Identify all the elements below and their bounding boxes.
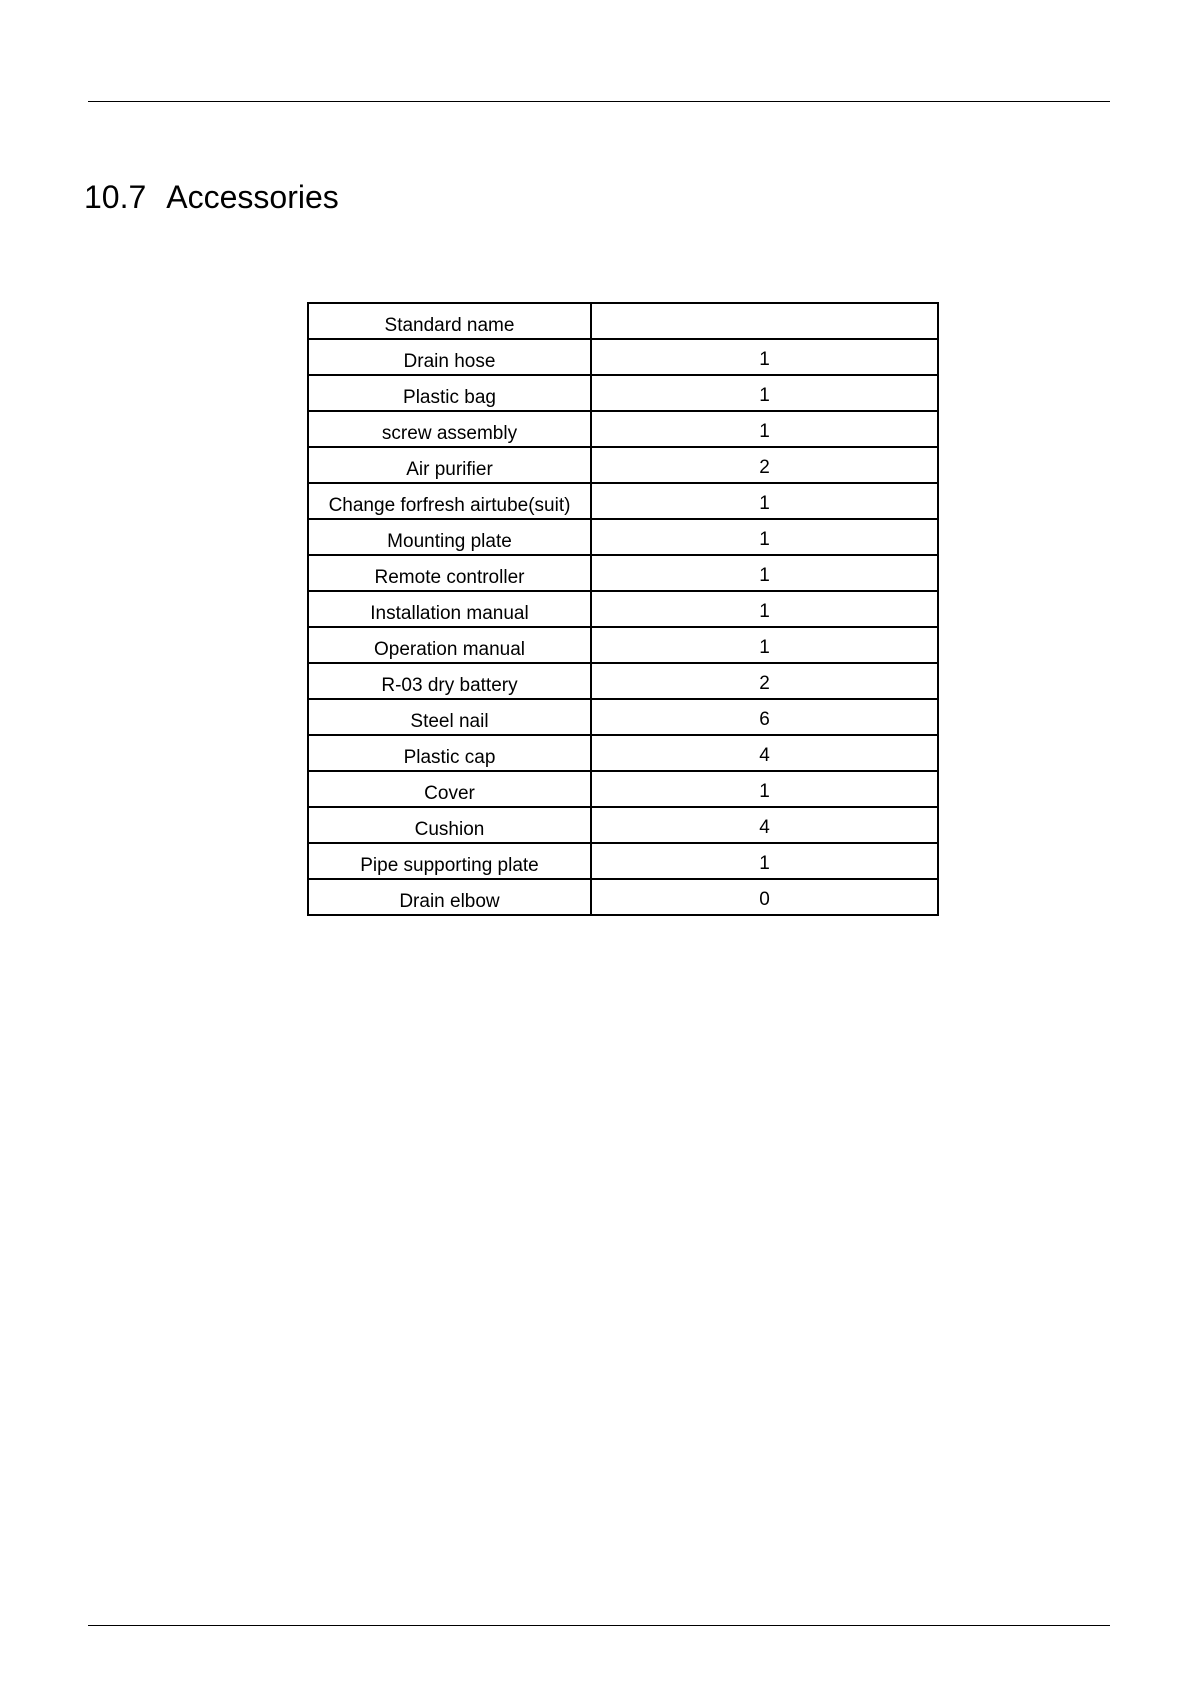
accessory-qty: 1 [591, 339, 938, 375]
table-row [308, 339, 938, 375]
table-row [308, 447, 938, 483]
accessory-qty: 1 [591, 843, 938, 879]
table-row [308, 627, 938, 663]
accessory-qty: 6 [591, 699, 938, 735]
accessory-qty: 2 [591, 447, 938, 483]
accessory-name: Remote controller [308, 555, 591, 591]
accessory-qty: 0 [591, 879, 938, 915]
accessory-qty: 1 [591, 411, 938, 447]
table-row [308, 843, 938, 879]
table-header-row [308, 303, 938, 339]
header-name-cell: Standard name [308, 303, 591, 339]
table-row [308, 699, 938, 735]
accessory-name: Plastic cap [308, 735, 591, 771]
accessories-table [307, 302, 939, 916]
accessory-name: Cover [308, 771, 591, 807]
accessory-name: Operation manual [308, 627, 591, 663]
accessory-name: Drain elbow [308, 879, 591, 915]
table-row [308, 771, 938, 807]
accessory-name: Installation manual [308, 591, 591, 627]
accessory-name: Plastic bag [308, 375, 591, 411]
accessory-qty: 1 [591, 555, 938, 591]
table-row [308, 663, 938, 699]
section-title: Accessories [166, 179, 339, 216]
accessory-name: Change forfresh airtube(suit) [308, 483, 591, 519]
accessory-qty: 1 [591, 627, 938, 663]
accessory-qty: 1 [591, 375, 938, 411]
table-row [308, 483, 938, 519]
header-qty-cell [591, 303, 938, 339]
table-row [308, 555, 938, 591]
accessory-qty: 4 [591, 735, 938, 771]
accessory-qty: 2 [591, 663, 938, 699]
section-number: 10.7 [84, 179, 147, 216]
accessory-qty: 1 [591, 483, 938, 519]
footer-rule [88, 1625, 1110, 1626]
accessory-qty: 1 [591, 771, 938, 807]
accessory-qty: 1 [591, 519, 938, 555]
accessory-name: Cushion [308, 807, 591, 843]
accessory-name: Drain hose [308, 339, 591, 375]
table-row [308, 519, 938, 555]
table-row [308, 735, 938, 771]
accessory-qty: 4 [591, 807, 938, 843]
table-row [308, 591, 938, 627]
header-rule [88, 101, 1110, 102]
accessory-name: Steel nail [308, 699, 591, 735]
accessory-qty: 1 [591, 591, 938, 627]
table-row [308, 375, 938, 411]
table-row [308, 411, 938, 447]
table-row [308, 807, 938, 843]
accessory-name: R-03 dry battery [308, 663, 591, 699]
accessory-name: Air purifier [308, 447, 591, 483]
accessory-name: screw assembly [308, 411, 591, 447]
table-row [308, 879, 938, 915]
section-heading [84, 177, 339, 217]
accessory-name: Mounting plate [308, 519, 591, 555]
accessory-name: Pipe supporting plate [308, 843, 591, 879]
